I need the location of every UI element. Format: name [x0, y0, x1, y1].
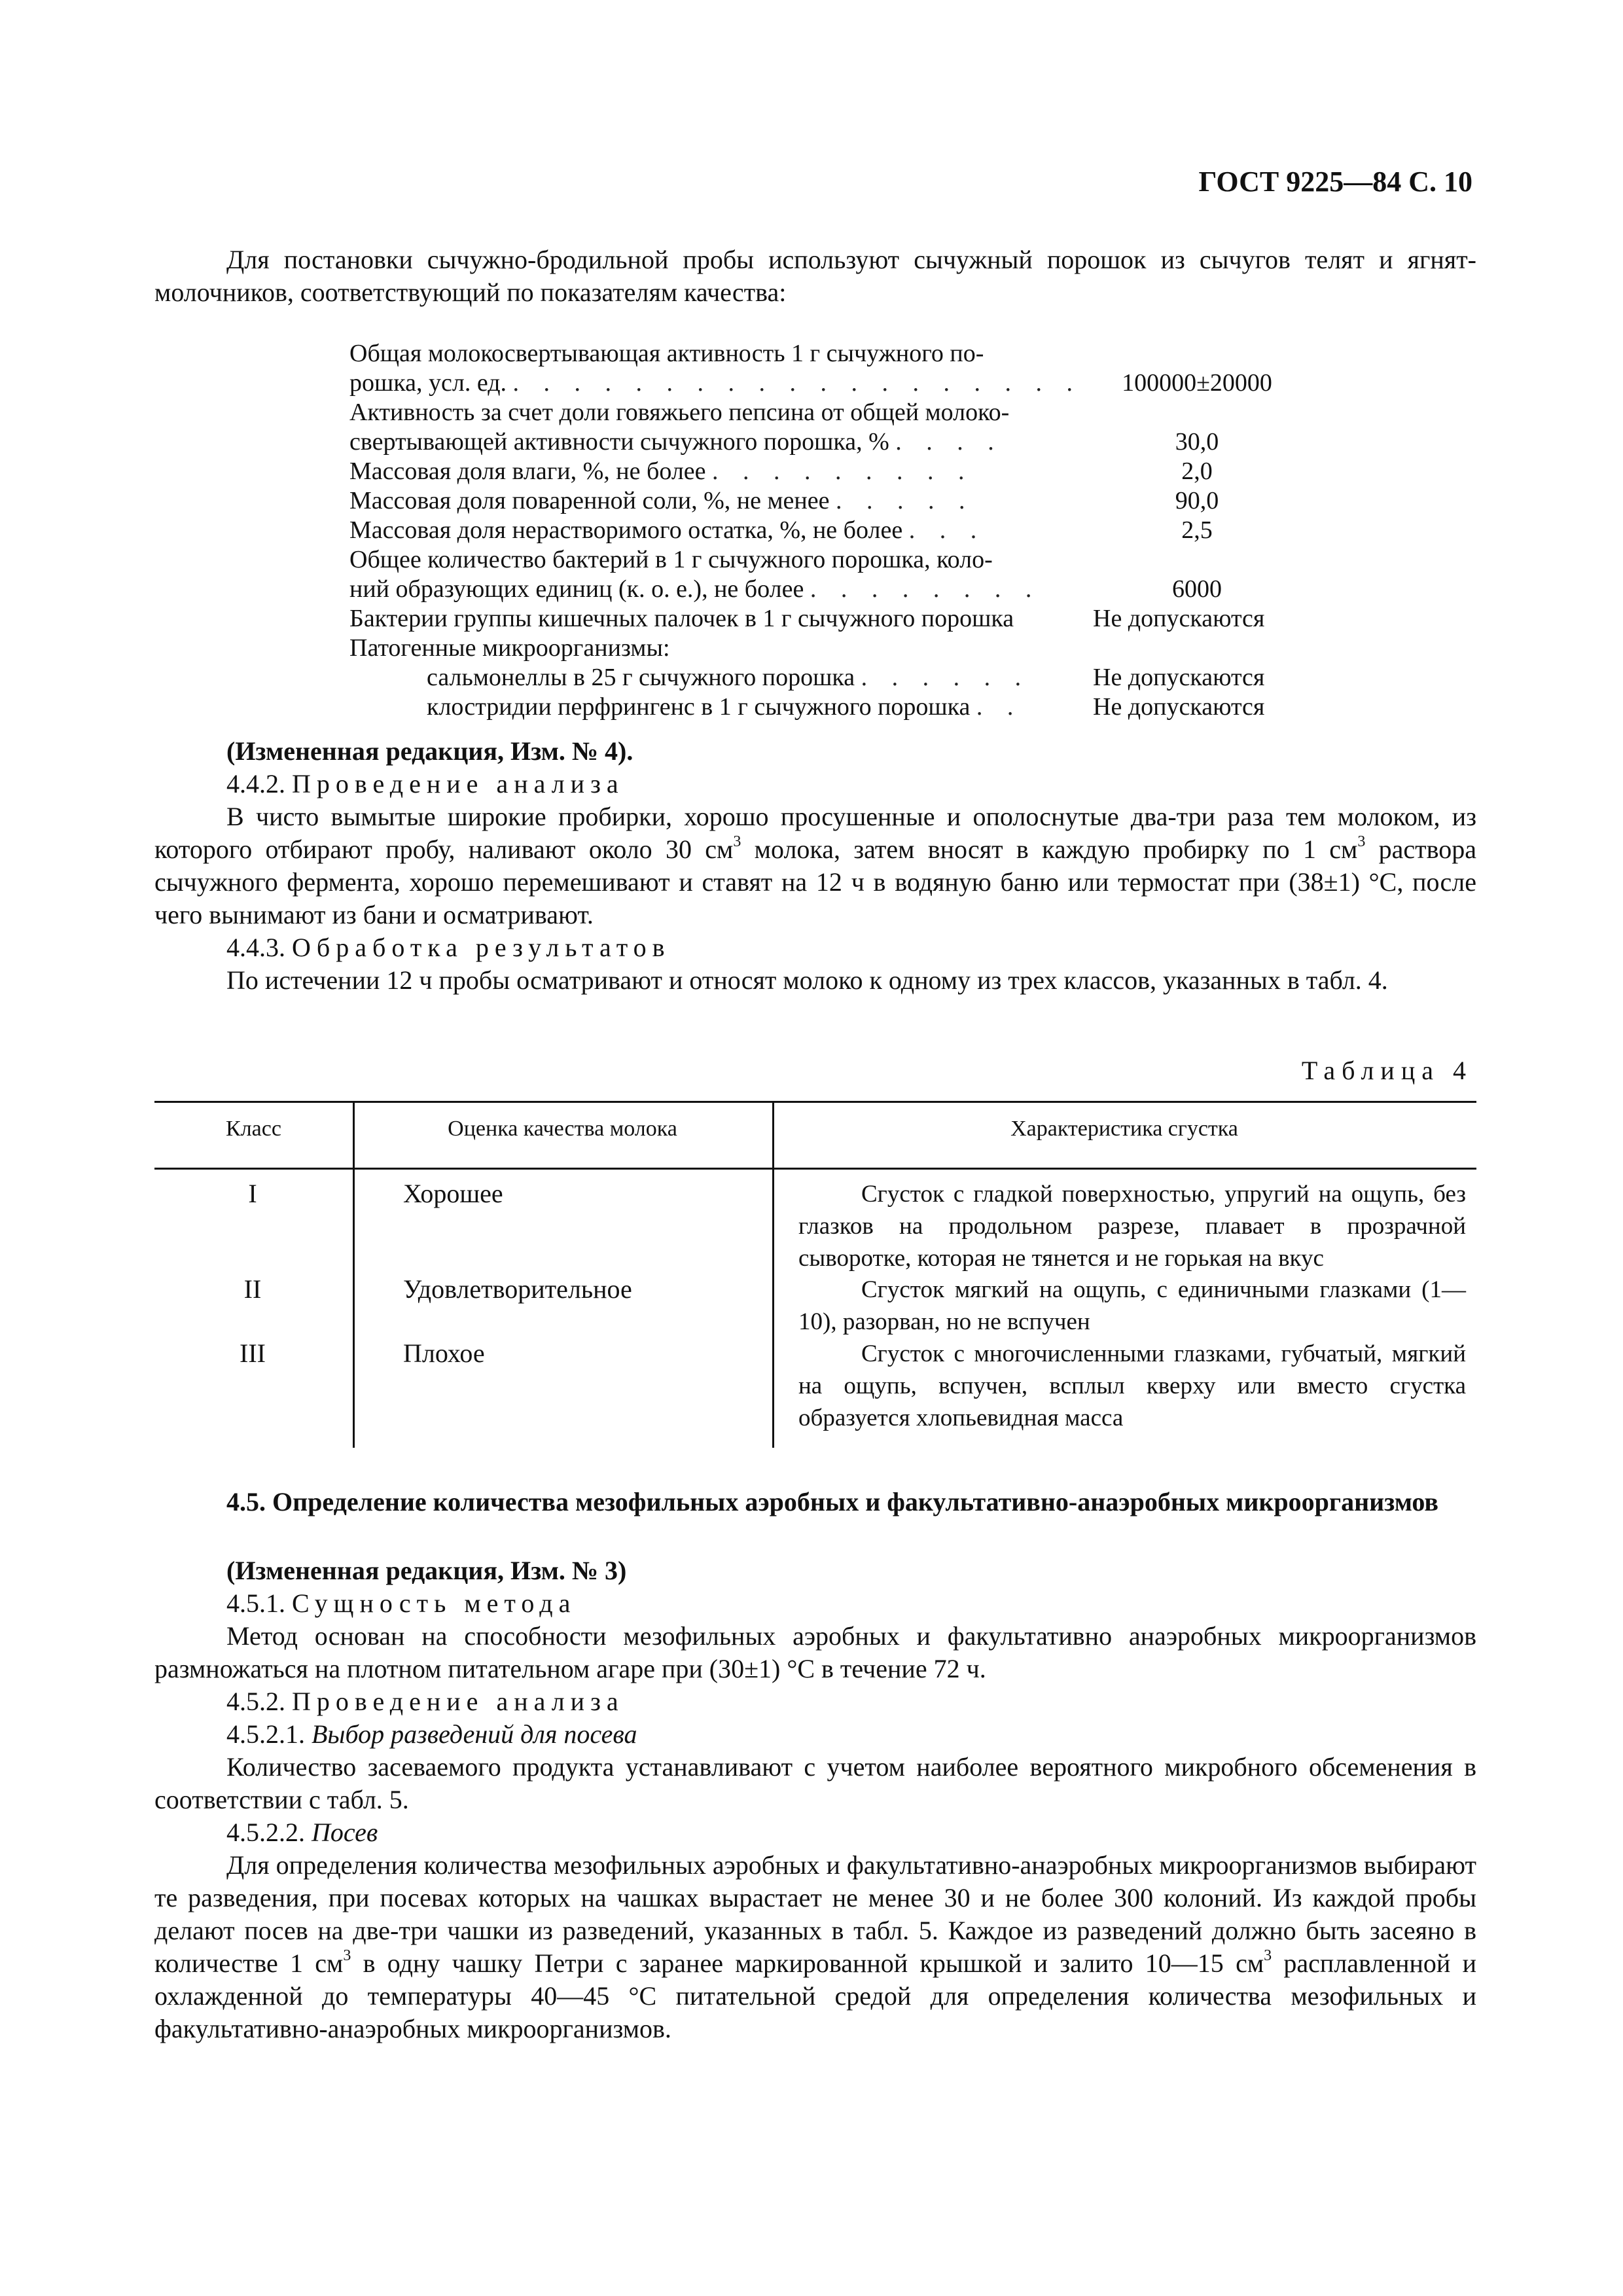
column-divider: [353, 1101, 355, 1448]
spec-label: [349, 545, 1089, 575]
dot-leader: . . . . . . . . . . . . . . . . . . .: [512, 369, 1082, 397]
text-run: Для определения количества мезофильных аэробных и факультативно-анаэробных микроорганизмов выбирают те разведения, при посевах которых на чашках вырастает не менее 30 и не более 300 колоний. Из каждой пробы делают посев на две-три чашки из разведений, указанных в табл. 5. Каждое из разведений должно быть засеяно в количестве 1 см: [154, 1850, 1476, 1978]
spec-label-text: свертывающей активности сычужного порошка, %: [349, 428, 889, 456]
section-number: 4.4.2.: [226, 769, 285, 798]
spec-label-text: Массовая доля влаги, %, не более: [349, 457, 706, 485]
section-4-5-2-heading: [226, 1685, 624, 1718]
spec-value: [1089, 545, 1305, 575]
section-4-4-3-heading: [226, 931, 671, 964]
spec-label-text: Бактерии группы кишечных палочек в 1 г сычужного порошка: [349, 605, 1014, 632]
spec-label-text: сальмонеллы в 25 г сычужного порошка: [427, 664, 855, 691]
spec-value: [1089, 398, 1305, 427]
text-run: в одну чашку Петри с заранее маркированной крышкой и залито 10—15 см: [351, 1948, 1264, 1978]
spec-label-text: Общее количество бактерий в 1 г сычужного порошка, коло-: [349, 546, 993, 573]
spec-label-text: ний образующих единиц (к. о. е.), не более: [349, 575, 804, 603]
table-row-1-quality: Хорошее: [403, 1179, 503, 1208]
table-row-3-characteristic: [798, 1338, 1466, 1434]
section-number: 4.5.2.: [226, 1687, 285, 1716]
table-row-2-quality: Удовлетворительное: [403, 1274, 632, 1304]
section-title: Проведение анализа: [292, 1687, 624, 1716]
spec-row: [349, 545, 1331, 575]
spec-value: 100000±20000: [1122, 369, 1272, 397]
spec-row: [349, 516, 1331, 545]
spec-label-text: Массовая доля поваренной соли, %, не менее: [349, 487, 830, 514]
section-title: Сущность метода: [292, 1588, 577, 1618]
text-run: раствора сычужного фермента, хорошо перемешивают и ставят на 12 ч в водяную баню или термостат при (38±1) °С, после чего вынимают из бани и осматривают.: [154, 834, 1477, 929]
spec-label: [349, 604, 1089, 634]
spec-row: [349, 398, 1331, 427]
spec-label-text: Массовая доля нерастворимого остатка, %, не более: [349, 516, 903, 544]
superscript: 3: [1264, 1946, 1272, 1964]
column-divider: [772, 1101, 774, 1448]
spec-value: 90,0: [1175, 487, 1219, 514]
spec-label-text: клостридии перфрингенс в 1 г сычужного порошка: [427, 693, 971, 721]
spec-label-text: Патогенные микроорганизмы:: [349, 634, 670, 662]
spec-label: [349, 516, 1089, 545]
spec-value: [1089, 339, 1305, 368]
table-row-1-characteristic: [798, 1178, 1466, 1274]
intro-paragraph: Для постановки сычужно-бродильной пробы используют сычужный порошок из сычугов телят и ягнят-молочников, соответствующий по показателям качества:: [154, 245, 1476, 307]
section-title: Проведение анализа: [292, 769, 624, 798]
superscript: 3: [1357, 833, 1366, 850]
spec-value: 30,0: [1175, 428, 1219, 456]
amendment-note-4: (Измененная редакция, Изм. № 4).: [226, 736, 633, 766]
table-row-2-characteristic: [798, 1274, 1466, 1338]
spec-label: [349, 457, 1089, 486]
document-header: ГОСТ 9225—84 С. 10: [1198, 166, 1472, 198]
dot-leader: . . . . . . . .: [810, 575, 1041, 603]
section-title: Выбор разведений для посева: [312, 1719, 637, 1749]
section-4-5-2-1-heading: [226, 1718, 637, 1751]
spec-label-text: Общая молокосвертывающая активность 1 г сычужного по-: [349, 340, 984, 367]
superscript: 3: [733, 833, 741, 850]
spec-row: [349, 663, 1331, 692]
spec-label-text: Активность за счет доли говяжьего пепсина от общей молоко-: [349, 399, 1010, 426]
paragraph-4-4-3: По истечении 12 ч пробы осматривают и относят молоко к одному из трех классов, указанных в табл. 4.: [226, 965, 1388, 995]
paragraph-4-4-2: [154, 800, 1476, 931]
section-4-5-2-2-heading: [226, 1816, 378, 1849]
dot-leader: . . . .: [895, 428, 1003, 456]
spec-label: [349, 339, 1089, 368]
paragraph-4-5-2-2: [154, 1849, 1476, 2045]
cell-text: Сгусток с многочисленными глазками, губчатый, мягкий на ощупь, вспучен, всплыл кверху или вместо сгустка образуется хлопьевидная масса: [798, 1340, 1466, 1431]
dot-leader: . . . . .: [835, 487, 974, 514]
section-number: 4.5.2.2.: [226, 1818, 305, 1847]
column-header-quality: Оценка качества молока: [448, 1117, 677, 1141]
spec-row: [349, 634, 1331, 663]
spec-label: [349, 575, 1089, 604]
section-number: 4.5.2.1.: [226, 1719, 305, 1749]
spec-label: [349, 486, 1089, 516]
spec-row: [349, 486, 1331, 516]
spec-label-text: рошка, усл. ед.: [349, 369, 507, 397]
column-header-class: Класс: [226, 1117, 281, 1141]
dot-leader: . . .: [908, 516, 986, 544]
spec-label: [349, 398, 1089, 427]
spec-value: Не допускаются: [1093, 693, 1265, 721]
text-run: В чисто вымытые широкие пробирки, хорошо просушенные и ополоснутые два-три раза тем молоком, из которого отбирают пробу, наливают около 30 см: [154, 802, 1476, 864]
text-run: расплавленной и охлажденной до температуры 40—45 °С питательной средой для определения количества мезофильных и факультативно-анаэробных микроорганизмов.: [154, 1948, 1476, 2043]
spec-value: 2,5: [1181, 516, 1213, 544]
spec-value: Не допускаются: [1093, 605, 1265, 632]
spec-row: [349, 457, 1331, 486]
amendment-note-3: (Измененная редакция, Изм. № 3): [226, 1556, 627, 1585]
spec-row: [349, 604, 1331, 634]
section-number: 4.4.3.: [226, 933, 285, 962]
section-4-5-1-heading: [226, 1587, 576, 1620]
table-caption: Таблица 4: [1301, 1056, 1472, 1085]
dot-leader: . . . . . .: [861, 664, 1031, 691]
spec-label: [349, 634, 1089, 663]
spec-row: [349, 692, 1331, 722]
table-row-1-class: I: [248, 1179, 257, 1208]
dot-leader: . . . . . . . . .: [712, 457, 974, 485]
spec-value: Не допускаются: [1093, 664, 1265, 691]
table-row-3-class: III: [240, 1338, 266, 1368]
spec-row: [349, 339, 1331, 368]
column-header-characteristic: Характеристика сгустка: [1010, 1117, 1238, 1141]
section-title: Посев: [312, 1818, 378, 1847]
spec-label: [349, 663, 1089, 692]
section-4-5-heading: 4.5. Определение количества мезофильных аэробных и факультативно-анаэробных микроорганизмов: [226, 1487, 1439, 1516]
spec-row: [349, 427, 1331, 457]
section-title: Обработка результатов: [292, 933, 671, 962]
superscript: 3: [343, 1946, 351, 1964]
table-row-2-class: II: [243, 1274, 262, 1304]
cell-text: Сгусток с гладкой поверхностью, упругий на ощупь, без глазков на продольном разрезе, плавает в прозрачной сыворотке, которая не тянется и не горькая на вкус: [798, 1181, 1466, 1272]
table-row-3-quality: Плохое: [403, 1338, 485, 1368]
spec-value: [1089, 634, 1305, 663]
spec-row: [349, 575, 1331, 604]
spec-value: 2,0: [1181, 457, 1213, 485]
spec-label: [349, 692, 1089, 722]
spec-label: [349, 368, 1089, 398]
spec-list: [349, 339, 1331, 722]
spec-label: [349, 427, 1089, 457]
spec-value: 6000: [1172, 575, 1222, 603]
paragraph-4-5-1: Метод основан на способности мезофильных аэробных и факультативно анаэробных микроорганизмов размножаться на плотном питательном агаре при (30±1) °С в течение 72 ч.: [154, 1621, 1476, 1683]
spec-row: [349, 368, 1331, 398]
text-run: молока, затем вносят в каждую пробирку по 1 см: [741, 834, 1358, 864]
section-4-4-2-heading: [226, 768, 624, 800]
section-number: 4.5.1.: [226, 1588, 285, 1618]
paragraph-4-5-2-1: Количество засеваемого продукта устанавливают с учетом наиболее вероятного микробного обсеменения в соответствии с табл. 5.: [154, 1752, 1476, 1814]
cell-text: Сгусток мягкий на ощупь, с единичными глазками (1—10), разорван, но не вспучен: [798, 1276, 1466, 1335]
dot-leader: . .: [976, 693, 1023, 721]
